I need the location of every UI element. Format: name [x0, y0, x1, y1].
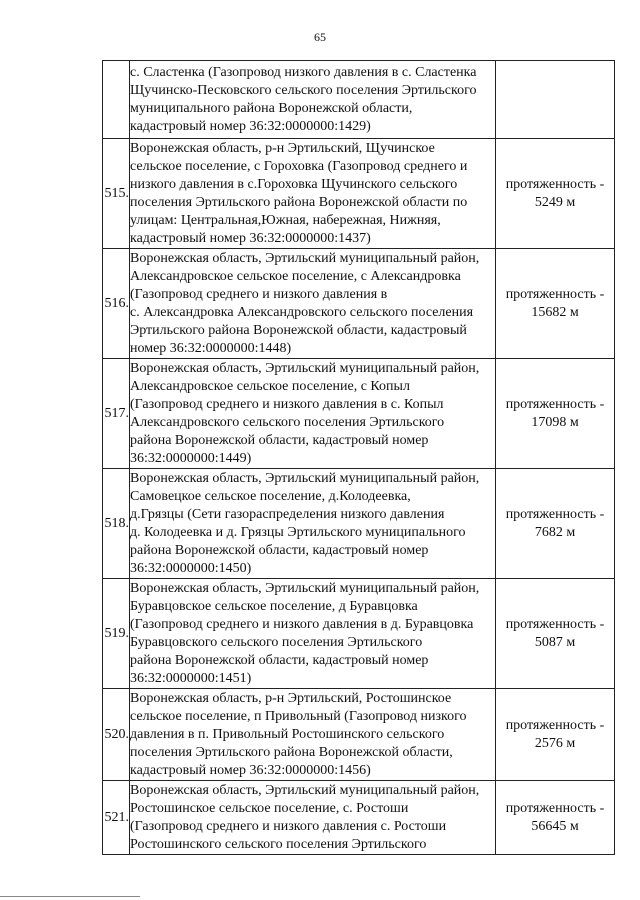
table-row: [103, 359, 615, 469]
description-line: (Газопровод среднего и низкого давления в с. Копыл: [130, 396, 444, 412]
description-line: Эртильского района Воронежской области, кадастровый: [130, 322, 467, 338]
row-number: 520.: [103, 689, 130, 781]
description-line: поселения Эртильского района Воронежской области,: [130, 744, 453, 760]
description-line: 36:32:0000000:1450): [130, 560, 252, 576]
length-value: 17098 м: [531, 414, 579, 430]
description-line: кадастровый номер 36:32:0000000:1437): [130, 230, 371, 246]
length-value: 2576 м: [534, 735, 576, 751]
object-length: [496, 469, 615, 579]
description-line: с. Александровка Александровского сельского поселения: [130, 304, 474, 320]
description-line: номер 36:32:0000000:1448): [130, 340, 292, 356]
length-label: протяженность -: [505, 396, 605, 412]
row-number: [103, 61, 130, 139]
description-line: Воронежская область, Эртильский муниципальный район,: [130, 470, 480, 486]
object-description: [130, 689, 496, 781]
description-line: Воронежская область, Эртильский муниципальный район,: [130, 580, 480, 596]
description-line: Александровского сельского поселения Эртильского: [130, 414, 445, 430]
length-label: протяженность -: [505, 506, 605, 522]
row-number: 521.: [103, 781, 130, 855]
object-length: [496, 579, 615, 689]
page-number: 65: [314, 30, 326, 44]
length-value: 5249 м: [534, 194, 576, 210]
description-line: Воронежская область, Эртильский муниципальный район,: [130, 782, 480, 798]
length-value: 5087 м: [534, 634, 576, 650]
row-number: 519.: [103, 579, 130, 689]
description-line: района Воронежской области, кадастровый номер: [130, 652, 429, 668]
row-number: 515.: [103, 139, 130, 249]
description-line: Воронежская область, р-н Эртильский, Щучинское: [130, 140, 435, 156]
table-row: [103, 469, 615, 579]
table-row: [103, 689, 615, 781]
description-line: сельское поселение, п Привольный (Газопровод низкого: [130, 708, 467, 724]
object-length: [496, 139, 615, 249]
description-line: района Воронежской области, кадастровый номер: [130, 432, 429, 448]
description-line: Воронежская область, р-н Эртильский, Ростошинское: [130, 690, 452, 706]
description-line: муниципального района Воронежской области,: [130, 100, 413, 116]
object-description: [130, 139, 496, 249]
object-length: [496, 689, 615, 781]
row-number: 518.: [103, 469, 130, 579]
length-value: 7682 м: [534, 524, 576, 540]
length-value: 56645 м: [531, 818, 579, 834]
description-line: (Газопровод среднего и низкого давления с. Ростоши: [130, 818, 447, 834]
description-line: Воронежская область, Эртильский муниципальный район,: [130, 250, 480, 266]
bottom-divider: [0, 896, 140, 897]
length-label: протяженность -: [505, 616, 605, 632]
description-line: Буравцовское сельское поселение, д Буравцовка: [130, 598, 418, 614]
description-line: Щучинско-Песковского сельского поселения Эртильского: [130, 82, 477, 98]
length-label: протяженность -: [505, 286, 605, 302]
object-length: [496, 61, 615, 139]
description-line: 36:32:0000000:1449): [130, 450, 252, 466]
description-line: кадастровый номер 36:32:0000000:1429): [130, 118, 371, 134]
description-line: Самовецкое сельское поселение, д.Колодеевка,: [130, 488, 411, 504]
description-line: Ростошинского сельского поселения Эртильского: [130, 836, 427, 852]
object-length: [496, 781, 615, 855]
description-line: Ростошинское сельское поселение, с. Ростоши: [130, 800, 409, 816]
length-value: 15682 м: [531, 304, 579, 320]
length-label: протяженность -: [505, 176, 605, 192]
registry-rows: [103, 61, 615, 855]
description-line: д. Колодеевка и д. Грязцы Эртильского муниципального: [130, 524, 466, 540]
length-label: протяженность -: [505, 800, 605, 816]
table-row: [103, 579, 615, 689]
registry-table: [102, 60, 615, 855]
description-line: Воронежская область, Эртильский муниципальный район,: [130, 360, 480, 376]
description-line: сельское поселение, с Гороховка (Газопровод среднего и: [130, 158, 468, 174]
description-line: 36:32:0000000:1451): [130, 670, 252, 686]
object-description: [130, 61, 496, 139]
object-description: [130, 781, 496, 855]
description-line: (Газопровод среднего и низкого давления в: [130, 286, 388, 302]
object-description: [130, 469, 496, 579]
object-description: [130, 359, 496, 469]
object-description: [130, 249, 496, 359]
length-label: протяженность -: [505, 717, 605, 733]
description-line: д.Грязцы (Сети газораспределения низкого давления: [130, 506, 445, 522]
description-line: Александровское сельское поселение, с Копыл: [130, 378, 410, 394]
object-length: [496, 249, 615, 359]
table-row: [103, 781, 615, 855]
description-line: поселения Эртильского района Воронежской области по: [130, 194, 468, 210]
description-line: с. Сластенка (Газопровод низкого давления в с. Сластенка: [130, 64, 477, 80]
row-number: 516.: [103, 249, 130, 359]
description-line: низкого давления в с.Гороховка Щучинского сельского: [130, 176, 458, 192]
table-row: [103, 61, 615, 139]
row-number: 517.: [103, 359, 130, 469]
object-description: [130, 579, 496, 689]
description-line: давления в п. Привольный Ростошинского сельского: [130, 726, 445, 742]
table-row: [103, 249, 615, 359]
description-line: района Воронежской области, кадастровый номер: [130, 542, 429, 558]
description-line: Александровское сельское поселение, с Александровка: [130, 268, 461, 284]
description-line: Буравцовского сельского поселения Эртильского: [130, 634, 423, 650]
description-line: кадастровый номер 36:32:0000000:1456): [130, 762, 371, 778]
table-row: [103, 139, 615, 249]
description-line: улицам: Центральная,Южная, набережная, Нижняя,: [130, 212, 441, 228]
object-length: [496, 359, 615, 469]
description-line: (Газопровод среднего и низкого давления в д. Буравцовка: [130, 616, 474, 632]
